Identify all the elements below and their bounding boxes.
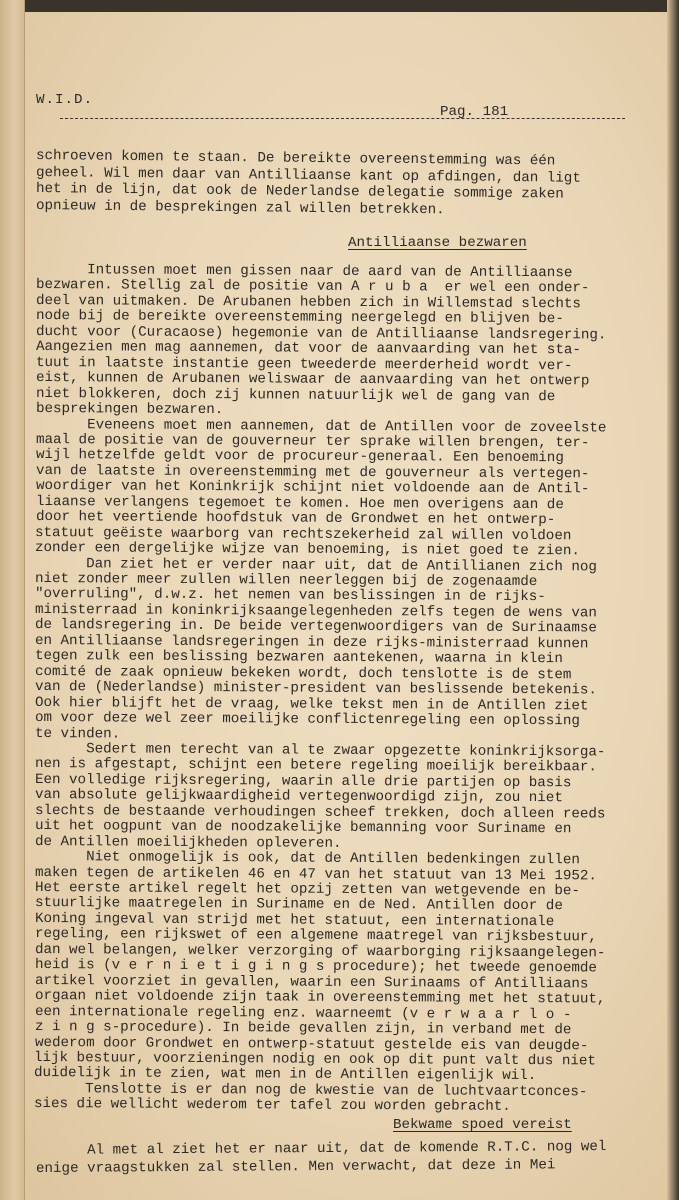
- text-line: het in de lijn, dat ook de Nederlandse delegatie sommige zaken: [35, 181, 564, 203]
- text-line: van de laatste in overeenstemming met de gouverneur als vertegen-: [35, 462, 590, 483]
- text-line: orgaan niet voldoende zijn taak in overeenstemming met het statuut,: [34, 988, 606, 1008]
- text-line: Het eerste artikel regelt het opzij zetten van wetgevende en be-: [34, 880, 580, 900]
- text-line: Dan ziet het er verder naar uit, dat de Antillianen zich nog: [35, 555, 598, 575]
- text-line: van de (Nederlandse) minister-president van beslissende betekenis.: [35, 679, 598, 699]
- text-line: slechts de bestaande verhoudingen scheef trekken, doch alleen reeds: [34, 802, 606, 823]
- text-line: artikel voorziet in gevallen, waarin een Surinaams of Antilliaans: [34, 972, 589, 993]
- text-line: eist, kunnen de Arubanen weliswaar de aanvaarding van het ontwerp: [35, 370, 590, 390]
- text-line: Intussen moet men gissen naar de aard van de Antilliaanse: [35, 262, 573, 282]
- text-line: besprekingen bezwaren.: [35, 401, 224, 419]
- text-line: zonder een dergelijke wijze van benoeming, is niet goed te zien.: [35, 540, 581, 560]
- text-line: Ook hier blijft het de vraag, welke tekst men in de Antillen ziet: [35, 694, 589, 714]
- text-line: lijk bestuur, voorzieningen nodig en ook op dit punt valt dus niet: [34, 1049, 597, 1070]
- text-line: sies die wellicht wederom ter tafel zou worden gebracht.: [34, 1096, 512, 1116]
- text-line: niet zonder meer zullen willen neerleggen bij de zogenaamde: [35, 571, 538, 591]
- text-line: tuut in laatste instantie geen tweederde meerderheid wordt ver-: [35, 354, 573, 374]
- text-line: Sedert men terecht van al te zwaar opgezette koninkrijksorga-: [35, 740, 606, 761]
- section-heading-antilliaanse-bezwaren: Antilliaanse bezwaren: [348, 235, 527, 251]
- header-rule: [60, 118, 625, 119]
- text-line: geheel. Wil men daar van Antilliaanse kant op afdingen, dan ligt: [35, 164, 581, 187]
- text-line: Een volledige rijksregering, waarin alle drie partijen op basis: [34, 771, 572, 792]
- text-line: een internationale regeling enz. waarneemt (v e r w a a r l o -: [34, 1003, 571, 1023]
- text-line: niet blokkeren, doch zij kunnen natuurlijk wel de gang van de: [35, 385, 556, 405]
- text-line: enige vraagstukken zal stellen. Men verwacht, dat deze in Mei: [35, 1157, 556, 1177]
- text-line: regeling, een rijkswet of een algemene maatregel van rijksbestuur,: [34, 926, 597, 946]
- text-line: uit het oogpunt van de noodzakelijke bemanning voor Suriname en: [34, 818, 572, 838]
- text-line: de landsregering in. De beide vertegenwoordigers van de Surinaamse: [35, 617, 598, 637]
- text-line: statuut geëiste waarborg van rechtszekerheid zal willen voldoen: [35, 524, 572, 544]
- section-heading-bekwame-spoed: Bekwame spoed vereist: [393, 1117, 572, 1133]
- text-line: wijl hetzelfde geldt voor de procureur-generaal. Een benoeming: [35, 447, 564, 467]
- text-line: schroeven komen te staan. De bereikte overeenstemming was één: [35, 148, 556, 170]
- text-line: duidelijk in te zien, wat men in de Antillen eigenlijk wil.: [34, 1065, 537, 1085]
- text-line: Eveneens moet men aannemen, dat de Antillen voor de zoveelste: [35, 416, 607, 436]
- text-line: en Antilliaanse landsregeringen in deze rijks-ministerraad kunnen: [35, 632, 589, 653]
- text-line: Koning ingeval van strijd met het statuut, een internationale: [34, 910, 555, 931]
- text-line: maken tegen de artikelen 46 en 47 van het statuut van 13 Mei 1952.: [34, 864, 597, 884]
- text-line: stuurlijke maatregelen in Suriname en de Ned. Antillen door de: [34, 895, 563, 915]
- text-line: te vinden.: [35, 725, 121, 743]
- header-left: W.I.D.: [36, 92, 94, 108]
- text-line: maal de positie van de gouverneur ter sprake willen brengen, ter-: [35, 431, 590, 452]
- text-line: node bij de bereikte overeenstemming neergelegd en blijven be-: [35, 308, 564, 328]
- text-line: de Antillen moeilijkheden opleveren.: [34, 833, 342, 852]
- text-line: deel van uitmaken. De Arubanen hebben zich in Willemstad slechts: [35, 292, 581, 313]
- text-line: opnieuw in de besprekingen zal willen betrekken.: [35, 197, 445, 218]
- text-line: nen is afgestapt, schijnt een betere regeling moeilijk bereikbaar.: [34, 756, 597, 776]
- text-line: "overruling", d.w.z. het nemen van beslissingen in de rijks-: [35, 586, 547, 606]
- text-line: heid is (v e r n i e t i g i n g s procedure); het tweede genoemde: [34, 957, 597, 977]
- text-line: Aangezien men mag aannemen, dat voor de aanvaarding van het sta-: [35, 339, 581, 359]
- text-line: comité de zaak opnieuw bekeken wordt, doch tenslotte is de stem: [35, 663, 572, 683]
- header-page-number: Pag. 181: [440, 104, 509, 120]
- text-line: door het veertiende hoofdstuk van de Grondwet en het ontwerp-: [35, 509, 555, 529]
- text-line: wederom door Grondwet en ontwerp-statuut gestelde eis van deugde-: [34, 1034, 588, 1054]
- text-line: dan wel belangen, welker verzorging of waarborging rijksaangelegen-: [34, 941, 606, 962]
- text-line: Tenslotte is er dan nog de kwestie van de luchtvaartconces-: [34, 1080, 588, 1101]
- text-line: Al met al ziet het er naar uit, dat de komende R.T.C. nog wel: [35, 1139, 607, 1159]
- text-line: van absolute gelijkwaardigheid vertegenwoordigd zijn, zou niet: [34, 787, 563, 807]
- text-line: om voor deze wel zeer moeilijke conflictenregeling een oplossing: [35, 710, 581, 730]
- text-line: bezwaren. Stellig zal de positie van A r u b a er wel een onder-: [35, 277, 590, 297]
- text-line: z i n g s-procedure). In beide gevallen zijn, in verband met de: [34, 1019, 571, 1039]
- text-line: Niet onmogelijk is ook, dat de Antillen bedenkingen zullen: [34, 849, 580, 869]
- text-line: ministerraad in koninkrijksaangelegenheden zelfs tegen de wens van: [35, 601, 598, 622]
- text-line: liaanse verlangens tegemoet te komen. Hoe men overigens aan de: [35, 493, 564, 513]
- text-line: woordiger van het Koninkrijk schijnt niet voldoende aan de Antil-: [35, 478, 590, 498]
- text-line: tegen zulk een beslissing bezwaren aantekenen, waarna in klein: [35, 648, 564, 668]
- text-line: ducht voor (Curacaose) hegemonie van de Antilliaanse landsregering.: [35, 323, 607, 344]
